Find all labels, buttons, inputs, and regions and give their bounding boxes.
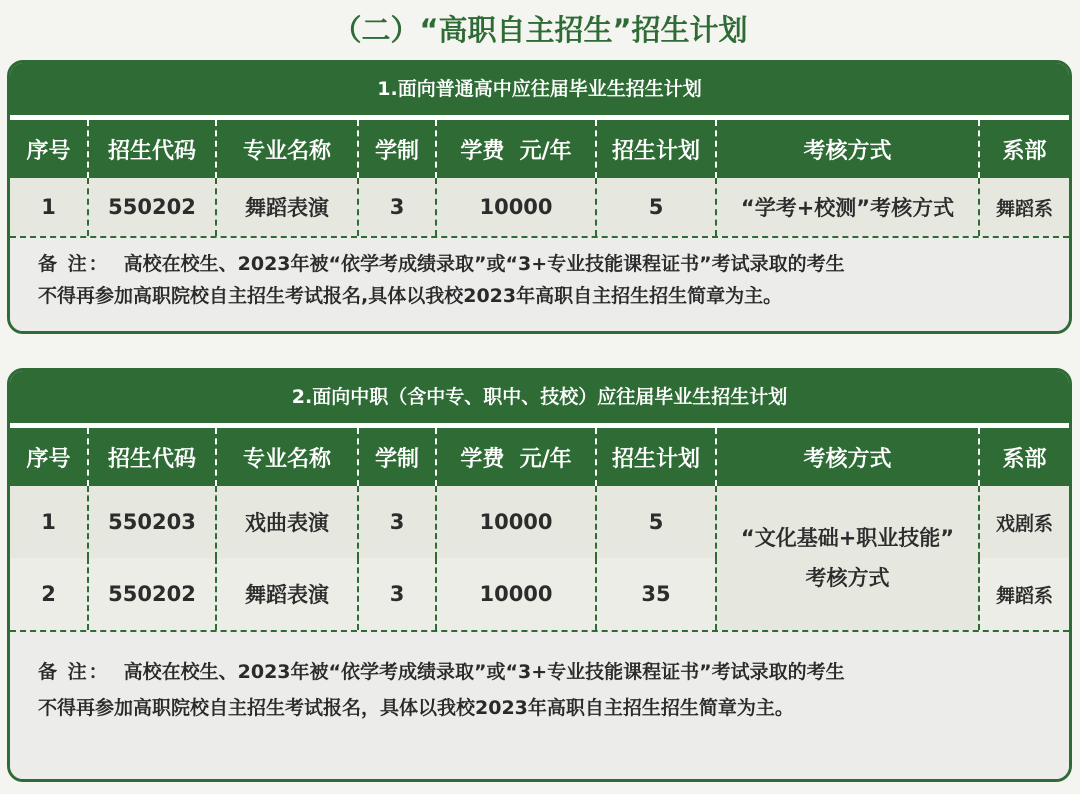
cell-years: 3: [358, 486, 436, 558]
col-header-code: 招生代码: [88, 118, 216, 179]
cell-fee: 10000: [436, 178, 596, 236]
col-header-exam: 考核方式: [716, 426, 979, 487]
section-heading: 1.面向普通高中应往届毕业生招生计划: [10, 63, 1069, 115]
cell-dept: 舞蹈系: [979, 558, 1069, 630]
col-header-code: 招生代码: [88, 426, 216, 487]
note-line-2: 不得再参加高职院校自主招生考试报名，具体以我校2023年高职自主招生招生简章为主。: [38, 697, 794, 719]
cell-fee: 10000: [436, 558, 596, 630]
cell-code: 550202: [88, 558, 216, 630]
col-header-fee: 学费 元/年: [436, 426, 596, 487]
note-line-2: 不得再参加高职院校自主招生考试报名,具体以我校2023年高职自主招生招生简章为主。: [38, 285, 783, 307]
header-row: [10, 118, 1069, 179]
note-line-1: 高校在校生、2023年被“依学考成绩录取”或“3+专业技能课程证书”考试录取的考生: [123, 253, 845, 275]
cell-no: 1: [10, 178, 88, 236]
col-header-major: 专业名称: [216, 426, 358, 487]
cell-dept: 戏剧系: [979, 486, 1069, 558]
col-header-dept: 系部: [979, 426, 1069, 487]
cell-no: 1: [10, 486, 88, 558]
cell-plan: 5: [596, 178, 716, 236]
col-header-exam: 考核方式: [716, 118, 979, 179]
cell-code: 550203: [88, 486, 216, 558]
table-row: [10, 178, 1069, 236]
note-label: 备 注：: [38, 661, 110, 683]
note-line-1: 高校在校生、2023年被“依学考成绩录取”或“3+专业技能课程证书”考试录取的考生: [123, 661, 845, 683]
section-heading: 2.面向中职（含中专、职中、技校）应往届毕业生招生计划: [10, 371, 1069, 423]
table-row: [10, 486, 1069, 558]
header-row: [10, 426, 1069, 487]
cell-fee: 10000: [436, 486, 596, 558]
cell-exam: “学考+校测”考核方式: [716, 178, 979, 236]
exam-line-2: 考核方式: [805, 566, 890, 590]
plan-panel-high-school: [7, 60, 1072, 334]
cell-years: 3: [358, 558, 436, 630]
col-header-years: 学制: [358, 426, 436, 487]
cell-plan: 5: [596, 486, 716, 558]
cell-no: 2: [10, 558, 88, 630]
cell-major: 舞蹈表演: [216, 178, 358, 236]
col-header-major: 专业名称: [216, 118, 358, 179]
col-header-plan: 招生计划: [596, 426, 716, 487]
cell-dept: 舞蹈系: [979, 178, 1069, 236]
plan-table: [10, 115, 1069, 236]
col-header-dept: 系部: [979, 118, 1069, 179]
cell-exam: [716, 486, 979, 630]
note-block: [10, 630, 1069, 782]
cell-major: 戏曲表演: [216, 486, 358, 558]
note-block: [10, 236, 1069, 334]
plan-table: [10, 423, 1069, 630]
cell-major: 舞蹈表演: [216, 558, 358, 630]
col-header-plan: 招生计划: [596, 118, 716, 179]
exam-line-1: “文化基础+职业技能”: [740, 526, 955, 550]
page-title: （二）“高职自主招生”招生计划: [332, 13, 748, 47]
cell-code: 550202: [88, 178, 216, 236]
cell-plan: 35: [596, 558, 716, 630]
col-header-years: 学制: [358, 118, 436, 179]
note-label: 备 注：: [38, 253, 110, 275]
col-header-no: 序号: [10, 426, 88, 487]
cell-years: 3: [358, 178, 436, 236]
col-header-fee: 学费 元/年: [436, 118, 596, 179]
col-header-no: 序号: [10, 118, 88, 179]
plan-panel-vocational: [7, 368, 1072, 782]
